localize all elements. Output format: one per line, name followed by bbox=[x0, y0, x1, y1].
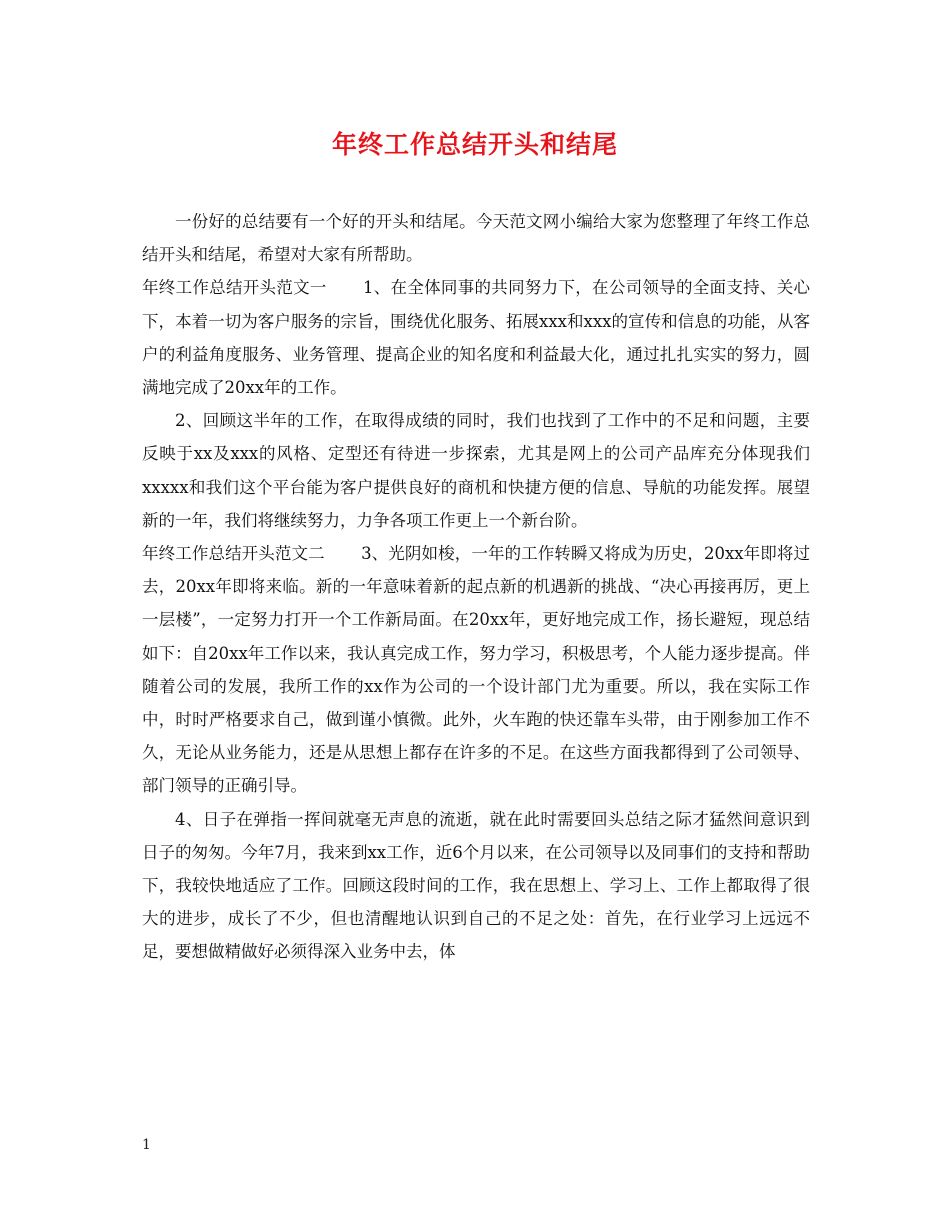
section-text-3: 3、光阴如梭，一年的工作转瞬又将成为历史，20xx年即将过去，20xx年即将来临。新的一年意味着新的起点新的机遇新的挑战、“决心再接再厉，更上一层楼”，一定努力打开一个工作新局面。在20xx年，更好地完成工作，扬长避短，现总结如下：自20xx年工作以来，我认真完成工作，努力学习，积极思考，个人能力逐步提高。伴随着公司的发展，我所工作的xx作为公司的一个设计部门尤为重要。所以，我在实际工作中，时时严格要求自己，做到谨小慎微。此外，火车跑的快还靠车头带，由于刚参加工作不久，无论从业务能力，还是从思想上都存在许多的不足。在这些方面我都得到了公司领导、部门领导的正确引导。 bbox=[142, 544, 811, 796]
document-title: 年终工作总结开头和结尾 bbox=[331, 130, 618, 159]
section-paragraph-4: 4、日子在弹指一挥间就毫无声息的流逝，就在此时需要回头总结之际才猛然间意识到日子的匆匆。今年7月，我来到xx工作，近6个月以来，在公司领导以及同事们的支持和帮助下，我较快地适应了工作。回顾这段时间的工作，我在思想上、学习上、工作上都取得了很大的进步，成长了不少，但也清醒地认识到自己的不足之处：首先，在行业学习上远远不足，要想做精做好必须得深入业务中去，体 bbox=[142, 809, 810, 962]
document-body bbox=[142, 205, 810, 969]
section-paragraph-3 bbox=[142, 537, 810, 803]
intro-paragraph: 一份好的总结要有一个好的开头和结尾。今天范文网小编给大家为您整理了年终工作总结开头和结尾，希望对大家有所帮助。 bbox=[142, 212, 810, 265]
section-paragraph-2: 2、回顾这半年的工作，在取得成绩的同时，我们也找到了工作中的不足和问题，主要反映于xx及xxx的风格、定型还有待进一步探索，尤其是网上的公司产品库充分体现我们xxxxx和我们这个平台能为客户提供良好的商机和快捷方便的信息、导航的功能发挥。展望新的一年，我们将继续努力，力争各项工作更上一个新台阶。 bbox=[142, 411, 810, 530]
section-text-1: 1、在全体同事的共同努力下，在公司领导的全面支持、关心下，本着一切为客户服务的宗旨，围绕优化服务、拓展xxx和xxx的宣传和信息的功能，从客户的利益角度服务、业务管理、提高企业的知名度和利益最大化，通过扎扎实实的努力，圆满地完成了20xx年的工作。 bbox=[142, 278, 811, 398]
page-number: 1 bbox=[142, 1137, 151, 1153]
section-paragraph-1 bbox=[142, 271, 810, 404]
section-heading-2: 年终工作总结开头范文二 bbox=[142, 544, 325, 564]
section-heading-1: 年终工作总结开头范文一 bbox=[142, 278, 327, 298]
